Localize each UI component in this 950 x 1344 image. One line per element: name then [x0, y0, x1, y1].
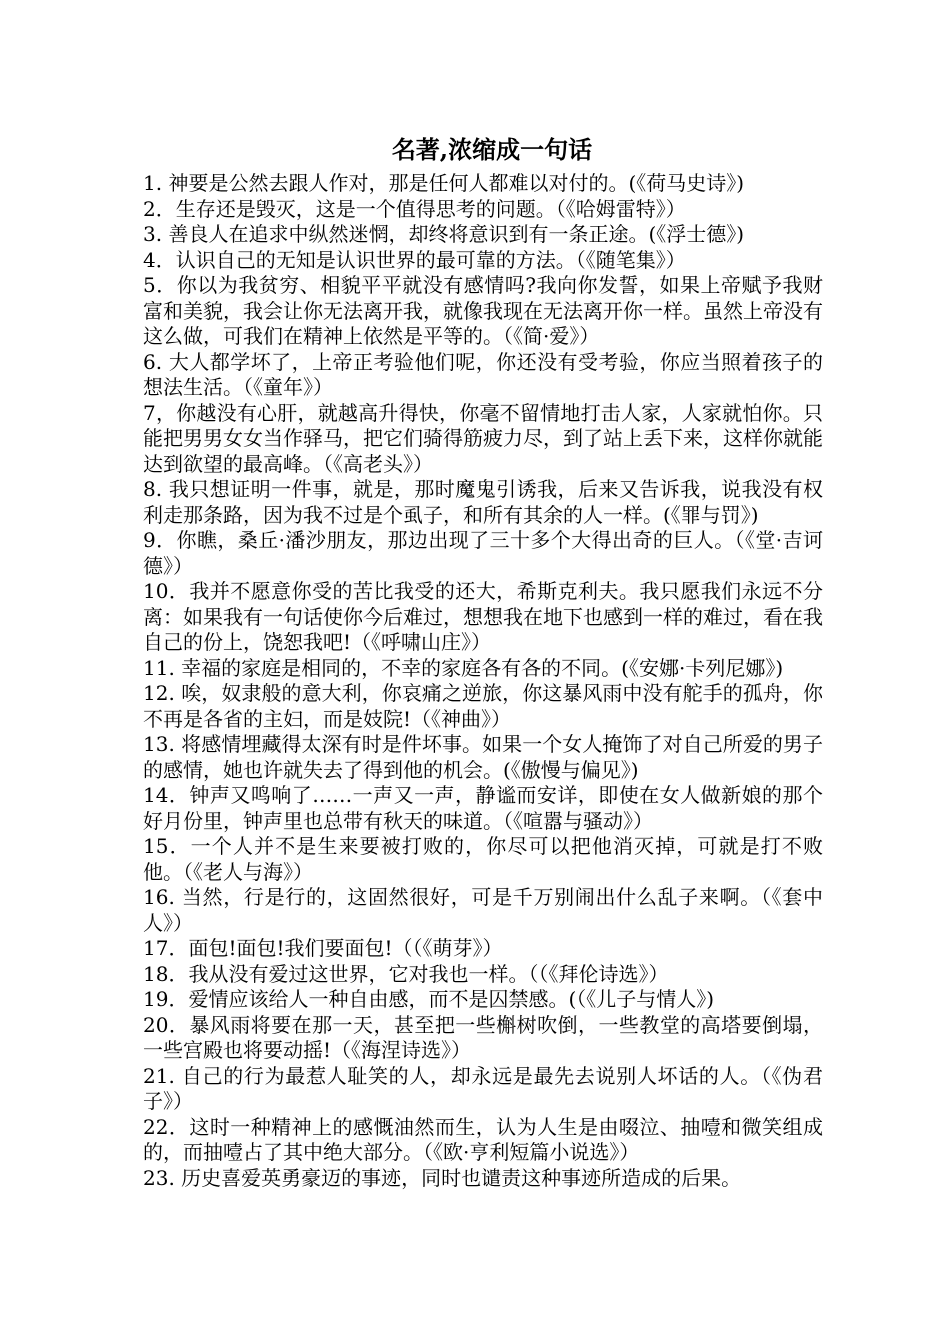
quote-paragraph: 8. 我只想证明一件事，就是，那时魔鬼引诱我，后来又告诉我，说我没有权利走那条路，因为我不过是个虱子，和所有其余的人一样。(《罪与罚》)	[143, 477, 823, 527]
quote-paragraph: 1. 神要是公然去跟人作对，那是任何人都难以对付的。(《荷马史诗》)	[143, 171, 745, 195]
quote-paragraph: 13. 将感情埋藏得太深有时是件坏事。如果一个女人掩饰了对自己所爱的男子的感情，她也许就失去了得到他的机会。(《傲慢与偏见》)	[143, 732, 823, 782]
quote-paragraph: 10．我并不愿意你受的苦比我受的还大，希斯克利夫。我只愿我们永远不分离：如果我有一句话使你今后难过，想想我在地下也感到一样的难过，看在我自己的份上，饶恕我吧!（《呼啸山庄》）	[143, 579, 823, 654]
quote-paragraph: 20．暴风雨将要在那一天，甚至把一些槲树吹倒，一些教堂的高塔要倒塌，一些宫殿也将要动摇!（《海涅诗选》）	[143, 1012, 823, 1062]
quote-paragraph: 5．你以为我贫穷、相貌平平就没有感情吗?我向你发誓，如果上帝赋予我财富和美貌，我会让你无法离开我，就像我现在无法离开你一样。虽然上帝没有这么做，可我们在精神上依然是平等的。（《简·爱》）	[143, 273, 823, 348]
quote-paragraph: 15．一个人并不是生来要被打败的，你尽可以把他消灭掉，可就是打不败他。（《老人与海》）	[143, 834, 823, 884]
quote-paragraph: 16. 当然，行是行的，这固然很好，可是千万别闹出什么乱子来啊。（《套中人》）	[143, 885, 823, 935]
quote-paragraph: 19．爱情应该给人一种自由感，而不是囚禁感。(（《儿子与情人》)	[143, 987, 715, 1011]
document-title: 名著,浓缩成一句话	[391, 135, 593, 164]
document-page	[143, 133, 823, 1191]
quote-paragraph: 21. 自己的行为最惹人耻笑的人，却永远是最先去说别人坏话的人。（《伪君子》）	[143, 1063, 823, 1113]
quote-paragraph: 17．面包!面包!我们要面包!（（《萌芽》）	[143, 936, 503, 960]
quote-paragraph: 14．钟声又鸣响了……一声又一声，静谧而安详，即使在女人做新娘的那个好月份里，钟声里也总带有秋天的味道。（《喧嚣与骚动》）	[143, 783, 823, 833]
quote-paragraph: 9．你瞧，桑丘·潘沙朋友，那边出现了三十多个大得出奇的巨人。（《堂·吉诃德》）	[143, 528, 823, 578]
quote-paragraph: 23. 历史喜爱英勇豪迈的事迹，同时也谴责这种事迹所造成的后果。	[143, 1165, 742, 1190]
quote-paragraph: 4．认识自己的无知是认识世界的最可靠的方法。（《随笔集》）	[143, 247, 686, 272]
quote-list	[143, 171, 823, 1191]
quote-paragraph: 7，你越没有心肝，就越高升得快，你毫不留情地打击人家，人家就怕你。只能把男男女女当作驿马，把它们骑得筋疲力尽，到了站上丢下来，这样你就能达到欲望的最高峰。（《高老头》）	[143, 400, 823, 476]
quote-paragraph: 6. 大人都学坏了，上帝正考验他们呢，你还没有受考验，你应当照着孩子的想法生活。（《童年》）	[143, 349, 823, 399]
quote-paragraph: 18．我从没有爱过这世界，它对我也一样。（（《拜伦诗选》）	[143, 961, 669, 986]
quote-paragraph: 11. 幸福的家庭是相同的，不幸的家庭各有各的不同。(《安娜·卡列尼娜》)	[143, 655, 784, 680]
quote-paragraph: 3. 善良人在追求中纵然迷惘，却终将意识到有一条正途。(《浮士德》)	[143, 222, 745, 246]
quote-paragraph: 12. 唉，奴隶般的意大利，你哀痛之逆旅，你这暴风雨中没有舵手的孤舟，你不再是各省的主妇，而是妓院!（《神曲》）	[143, 681, 823, 731]
quote-paragraph: 2．生存还是毁灭，这是一个值得思考的问题。（《哈姆雷特》）	[143, 196, 686, 221]
quote-paragraph: 22．这时一种精神上的感慨油然而生，认为人生是由啜泣、抽噎和微笑组成的，而抽噎占了其中绝大部分。（《欧·亨利短篇小说选》）	[143, 1114, 823, 1164]
